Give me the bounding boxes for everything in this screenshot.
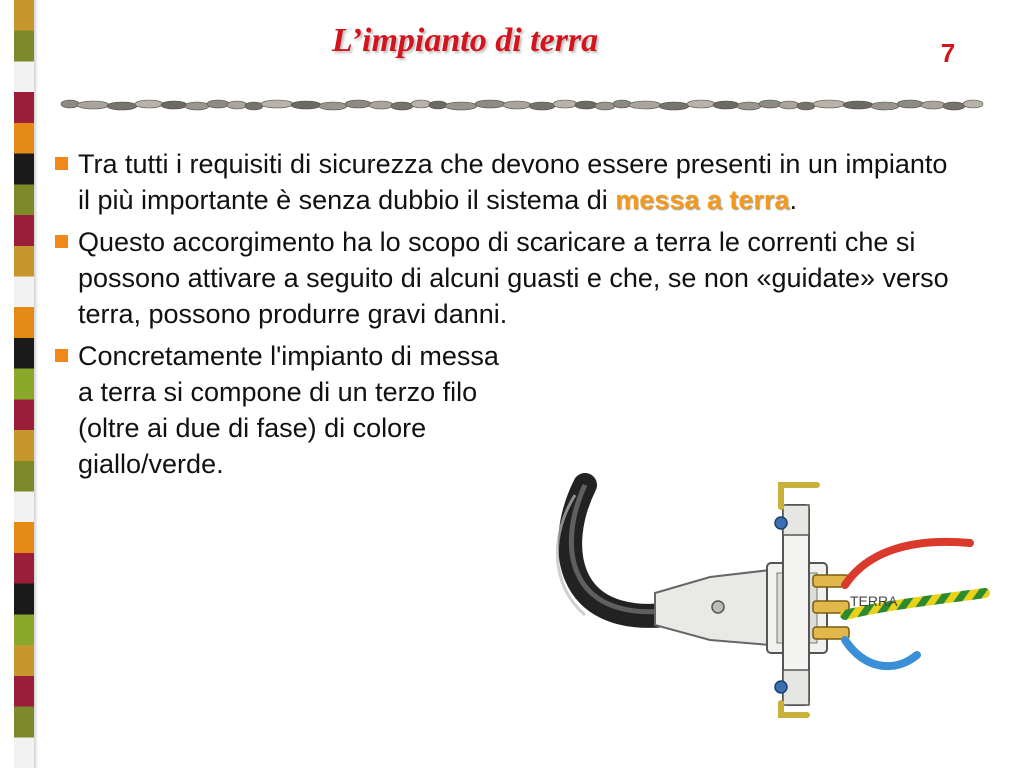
pebble-icon [161, 101, 187, 109]
bullet-square-icon [55, 157, 68, 170]
pebble-icon [475, 100, 505, 108]
pebble-icon [843, 101, 873, 109]
cable-icon [570, 485, 665, 616]
bullet-text-end: . [789, 185, 797, 215]
pebble-icon [261, 100, 293, 108]
bullet-square-icon [55, 349, 68, 362]
pebble-icon [779, 101, 799, 109]
slide-title: L’impianto di terra [331, 22, 599, 59]
pebble-icon [897, 100, 923, 108]
pebble-icon [797, 102, 815, 110]
pebble-icon [943, 102, 965, 110]
pebble-icon [687, 100, 715, 108]
pebble-icon [553, 100, 577, 108]
pebble-divider [55, 92, 990, 118]
pebble-icon [575, 101, 597, 109]
bullet-text: Questo accorgimento ha lo scopo di scaricare a terra le correnti che si possono attivare a seguito di alcuni guasti e che, se non «guidate» verso terra, possono produrre gravi danni. [78, 227, 949, 329]
pebble-icon [411, 100, 431, 108]
pebble-icon [369, 101, 393, 109]
bullet-text: Concretamente l'impianto di messa a terra si compone di un terzo filo (oltre ai due di fase) di colore giallo/verde. [78, 341, 499, 479]
blue-wire-icon [845, 640, 917, 666]
bullet-item-purpose [54, 224, 958, 332]
pebble-icon [613, 100, 631, 108]
pebble-icon [737, 102, 761, 110]
pebble-icon [185, 102, 209, 110]
pebble-icon [659, 102, 689, 110]
pebble-icon [391, 102, 413, 110]
pebble-icon [107, 102, 137, 110]
red-wire-icon [845, 542, 970, 585]
pebble-icon [345, 100, 371, 108]
pebble-icon [871, 102, 899, 110]
pebble-icon [759, 100, 781, 108]
bullet-list [54, 146, 974, 488]
pebble-icon [713, 101, 739, 109]
pebble-icon [61, 100, 79, 108]
pebble-icon [245, 102, 263, 110]
pebble-icon [595, 102, 615, 110]
highlight-messa-a-terra: messa a terra [615, 185, 790, 215]
pebble-icon [291, 101, 321, 109]
bullet-item-third-wire [54, 338, 508, 482]
pebble-icon [135, 100, 163, 108]
bullet-text: Tra tutti i requisiti di sicurezza che devono essere presenti in un impianto il più importante è senza dubbio il sistema di [78, 149, 948, 215]
bullet-square-icon [55, 235, 68, 248]
slide-page-number: 7 [940, 38, 956, 68]
pebble-icon [429, 101, 447, 109]
pebble-icon [813, 100, 845, 108]
pebble-icon [503, 101, 531, 109]
plug-wiring-illustration [545, 465, 995, 725]
stripe-shadow [34, 0, 38, 768]
pebble-icon [445, 102, 477, 110]
pebble-icon [207, 100, 229, 108]
pebble-icon [77, 101, 109, 109]
decorative-left-stripe [14, 0, 34, 768]
pebble-icon [963, 100, 983, 108]
screw-icon [712, 601, 724, 613]
pebble-icon [319, 102, 347, 110]
pebble-icon [629, 101, 661, 109]
terra-label: TERRA [850, 593, 898, 609]
bullet-item-requirements [54, 146, 958, 218]
pebble-icon [529, 102, 555, 110]
pebble-icon [921, 101, 945, 109]
pebble-icon [227, 101, 247, 109]
